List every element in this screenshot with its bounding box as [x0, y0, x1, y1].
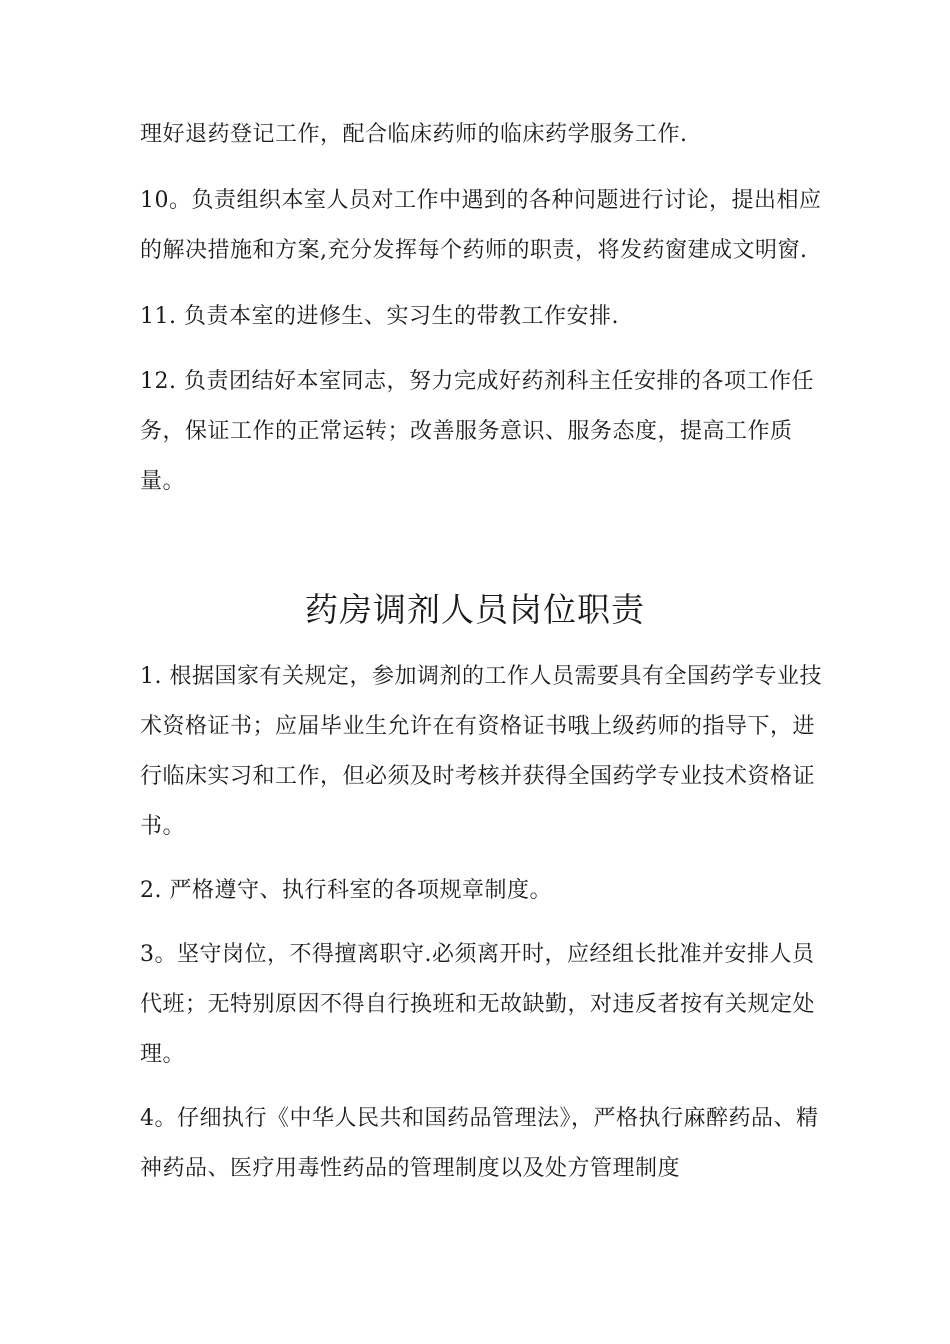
text-line: 4。仔细执行《中华人民共和国药品管理法》，严格执行麻醉药品、精 — [140, 1106, 819, 1131]
text-line: 行临床实习和工作，但必须及时考核并获得全国药学专业技术资格证 — [140, 764, 816, 789]
text-line: 务，保证工作的正常运转；改善服务意识、服务态度，提高工作质 — [140, 419, 793, 444]
text-line: 代班；无特别原因不得自行换班和无故缺勤，对违反者按有关规定处 — [140, 992, 816, 1017]
text-line: 的解决措施和方案,充分发挥每个药师的职责，将发药窗建成文明窗. — [140, 238, 808, 263]
paragraph-12 — [140, 357, 830, 507]
text-line: 理。 — [140, 1042, 186, 1067]
text-line: 10。负责组织本室人员对工作中遇到的各种问题进行讨论，提出相应 — [140, 188, 822, 213]
text-line: 书。 — [140, 814, 186, 839]
text-line: 术资格证书；应届毕业生允许在有资格证书哦上级药师的指导下，进 — [140, 714, 816, 739]
text-line: 1. 根据国家有关规定，参加调剂的工作人员需要具有全国药学专业技 — [140, 664, 822, 689]
section-title: 药房调剂人员岗位职责 — [305, 590, 645, 629]
paragraph-11 — [140, 292, 830, 342]
text-line: 理好退药登记工作，配合临床药师的临床药学服务工作. — [140, 122, 688, 147]
paragraph-10 — [140, 176, 830, 276]
text-line: 12. 负责团结好本室同志，努力完成好药剂科主任安排的各项工作任 — [140, 369, 814, 394]
text-line: 11. 负责本室的进修生、实习生的带教工作安排. — [140, 304, 619, 329]
text-line: 神药品、医疗用毒性药品的管理制度以及处方管理制度 — [140, 1156, 681, 1181]
duty-item-2 — [140, 866, 830, 916]
paragraph-9-continued — [140, 110, 830, 160]
duty-item-3 — [140, 930, 830, 1080]
duty-item-1 — [140, 652, 830, 852]
text-line: 2. 严格遵守、执行科室的各项规章制度。 — [140, 878, 552, 903]
text-line: 3。坚守岗位，不得擅离职守.必须离开时，应经组长批准并安排人员 — [140, 942, 815, 967]
duty-item-4 — [140, 1094, 830, 1194]
text-line: 量。 — [140, 469, 186, 494]
